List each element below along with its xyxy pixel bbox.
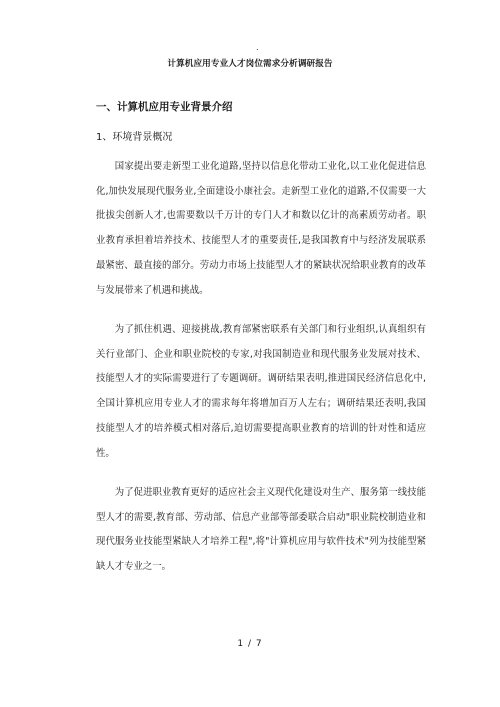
header-mark: . — [256, 43, 259, 52]
paragraph-3: 为了促进职业教育更好的适应社会主义现代化建设对生产、服务第一线技能型人才的需要,教育部、劳动部、信息产业部等部委联合启动"职业院校制造业和现代服务业技能型紧缺人才培养工程",将"计算机应用与软件技术"列为技能型紧缺人才专业之一。 — [96, 487, 426, 573]
paragraph-2: 为了抓住机遇、迎接挑战,教育部紧密联系有关部门和行业组织,认真组织有关行业部门、企业和职业院校的专家,对我国制造业和现代服务业发展对技术、技能型人才的实际需要进行了专题调研。调研结果表明,推进国民经济信息化中,全国计算机应用专业人才的需求每年将增加百万人左右；调研结果还表明,我国技能型人才的培养模式相对落后,迫切需要提高职业教育的培训的针对性和适应性。 — [96, 324, 426, 459]
subsection-heading: 1、环境背景概况 — [96, 132, 173, 143]
section-heading: 一、计算机应用专业背景介绍 — [96, 101, 233, 113]
document-title: 计算机应用专业人才岗位需求分析调研报告 — [167, 59, 333, 69]
page-number: 1 / 7 — [237, 639, 263, 649]
paragraph-1: 国家提出要走新型工业化道路,坚持以信息化带动工业化,以工业化促进信息化,加快发展现代服务业,全面建设小康社会。走新型工业化的道路,不仅需要一大批拔尖创新人才,也需要数以千万计的专门人才和数以亿计的高素质劳动者。职业教育承担着培养技术、技能型人才的重要责任,是我国教育中与经济发展联系最紧密、最直接的部分。劳动力市场上技能型人才的紧缺状况给职业教育的改革与发展带来了机遇和挑战。 — [96, 161, 426, 296]
